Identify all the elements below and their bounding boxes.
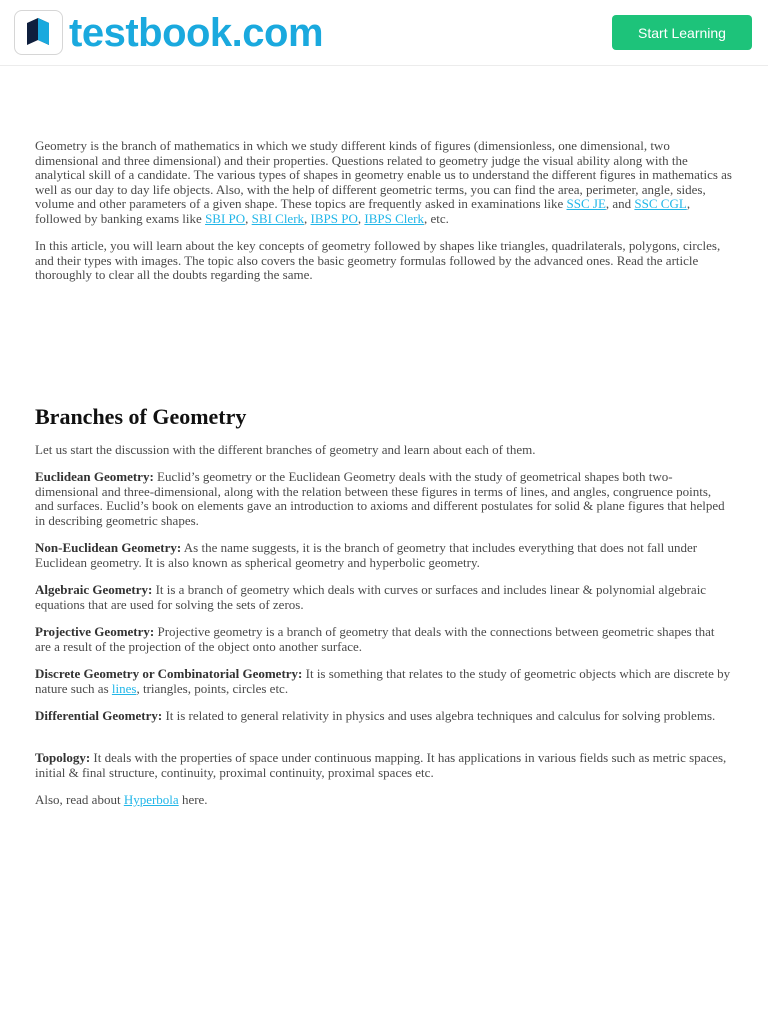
branch-projective xyxy=(35,625,733,654)
branch-term: Algebraic Geometry: xyxy=(35,582,153,597)
link-ssc-je[interactable]: SSC JE xyxy=(566,196,606,212)
branch-paragraph xyxy=(35,583,733,612)
branch-paragraph xyxy=(35,541,733,570)
branch-discrete xyxy=(35,667,733,696)
start-learning-button[interactable]: Start Learning xyxy=(612,15,752,50)
branches-intro-paragraph: Let us start the discussion with the different branches of geometry and learn about each of them. xyxy=(35,442,536,457)
branch-term: Differential Geometry: xyxy=(35,708,163,723)
text-sep: , xyxy=(357,210,365,226)
intro-paragraph-2: In this article, you will learn about the key concepts of geometry followed by shapes like triangles, quadrilaterals, polygons, circles, and their types with images. The topic also covers the basic geometry formulas followed by the advanced ones. Read the article thoroughly to clear all the doubts regarding the same. xyxy=(35,238,721,283)
branch-term: Non-Euclidean Geometry: xyxy=(35,540,182,555)
branch-text: Euclid’s geometry or the Euclidean Geometry deals with the study of geometrical shapes both two-dimensional and three-dimensional, along with the relation between these figures in terms of lines, and angles, congruence points, and surfaces. Euclid’s book on elements gave an introduction to axioms and different postulates for solid & plane figures that helped in describing geometric shapes. xyxy=(35,469,725,528)
branch-differential xyxy=(35,709,733,724)
also-prefix: Also, read about xyxy=(35,792,124,807)
branch-paragraph xyxy=(35,751,733,780)
branch-text: It deals with the properties of space under continuous mapping. It has applications in various fields such as metric spaces, initial & final structure, continuity, proximal continuity, proximal spaces etc. xyxy=(35,750,727,780)
branch-algebraic xyxy=(35,583,733,612)
link-sbi-clerk[interactable]: SBI Clerk xyxy=(251,210,305,226)
also-suffix: here. xyxy=(178,792,208,807)
branches-intro xyxy=(35,443,733,458)
branch-text: Projective geometry is a branch of geometry that deals with the connections between geometric shapes that are a result of the projection of the object onto another surface. xyxy=(35,624,715,654)
logo-text[interactable]: testbook.com xyxy=(69,11,324,55)
branch-term: Projective Geometry: xyxy=(35,624,155,639)
text-sep: , followed by banking exams like xyxy=(35,196,691,226)
branch-text: It is a branch of geometry which deals with curves or surfaces and includes linear & polynomial algebraic equations that are used for solving the sets of zeros. xyxy=(35,582,707,612)
branches-heading: Branches of Geometry xyxy=(35,404,247,429)
branch-term: Topology: xyxy=(35,750,91,765)
also-read-paragraph xyxy=(35,793,733,808)
branch-text-after: , triangles, points, circles etc. xyxy=(136,680,289,696)
branch-non-euclidean xyxy=(35,541,733,570)
branch-paragraph xyxy=(35,625,733,654)
intro-section xyxy=(35,139,733,227)
intro-text: Geometry is the branch of mathematics in which we study different kinds of figures (dimensionless, one dimensional, two dimensional and three dimensional) and their properties. Questions related to geometry judge the visual ability along with the analytical skill of a candidate. The various types of shapes in geometry enable us to understand the different figures in mathematics as well as our day to day life objects. Also, with the help of different geometric terms, you can find the area, perimeter, angle, sides, volume and other parameters of a given shape. These topics are frequently asked in examinations like xyxy=(35,138,732,212)
text-sep: , and xyxy=(605,196,635,212)
link-ibps-clerk[interactable]: IBPS Clerk xyxy=(364,210,424,226)
branch-term: Euclidean Geometry: xyxy=(35,469,154,484)
link-ibps-po[interactable]: IBPS PO xyxy=(310,210,358,226)
text-end: , etc. xyxy=(423,210,449,226)
branch-topology xyxy=(35,751,733,780)
branch-text: It is related to general relativity in physics and uses algebra techniques and calculus for solving problems. xyxy=(162,708,716,723)
also-read xyxy=(35,793,733,808)
branch-paragraph xyxy=(35,709,733,724)
link-sbi-po[interactable]: SBI PO xyxy=(205,210,246,226)
branch-paragraph xyxy=(35,470,733,528)
intro-paragraph-1 xyxy=(35,139,733,227)
branch-text: As the name suggests, it is the branch of geometry that includes everything that does not fall under Euclidean geometry. It is also known as spherical geometry and hyperbolic geometry. xyxy=(35,540,698,570)
text-sep: , xyxy=(245,210,252,226)
link-ssc-cgl[interactable]: SSC CGL xyxy=(634,196,687,212)
link-lines[interactable]: lines xyxy=(111,680,137,696)
branch-term: Discrete Geometry or Combinatorial Geometry: xyxy=(35,666,303,681)
site-header xyxy=(0,0,768,66)
branch-text: It is something that relates to the study of geometric objects which are discrete by nature such as xyxy=(35,666,731,696)
text-sep: , xyxy=(304,210,311,226)
intro-section-2 xyxy=(35,239,733,283)
branch-paragraph xyxy=(35,667,733,696)
book-icon xyxy=(24,18,52,46)
link-hyperbola[interactable]: Hyperbola xyxy=(123,792,179,807)
branch-euclidean xyxy=(35,470,733,528)
testbook-logo-icon[interactable] xyxy=(14,10,63,55)
